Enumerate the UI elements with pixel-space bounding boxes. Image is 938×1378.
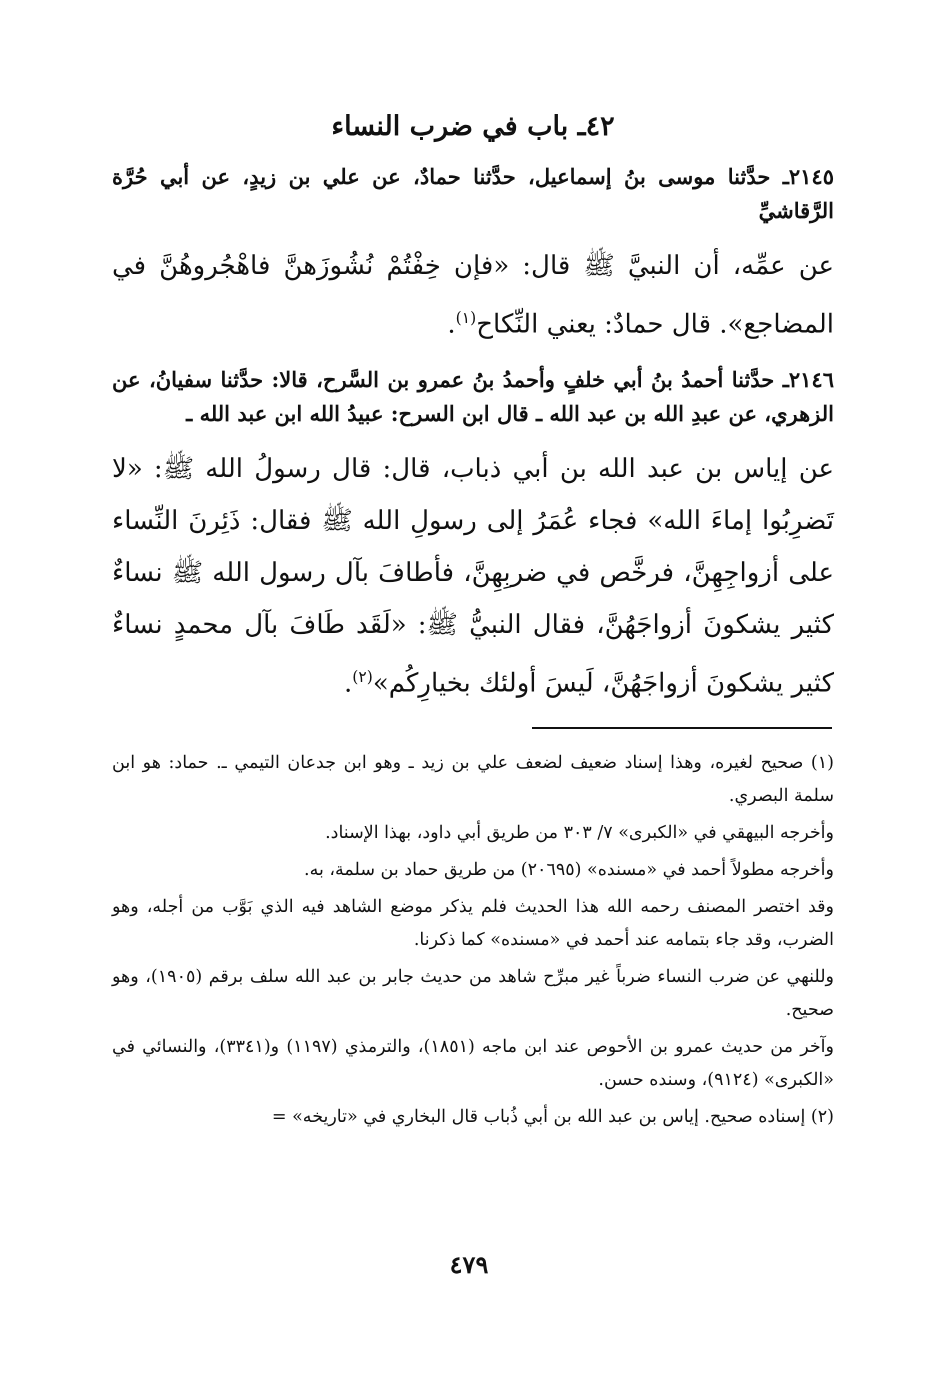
footnote-1-witness-amr: وآخر من حديث عمرو بن الأحوص عند ابن ماجه (١٨٥١)، والترمذي (١١٩٧) و(٣٣٤١)، والنسائي في «الكبرى» (٩١٢٤)، وسنده حسن. (112, 1037, 834, 1091)
hadith-2146-sanad: ٢١٤٦ـ حدَّثنا أحمدُ بنُ أبي خلفٍ وأحمدُ بنُ عمرو بن السَّرح، قالا: حدَّثنا سفيانُ، عن الزهري، عن عبدِ الله بن عبد الله ـ قال ابن السرح: عبيدُ الله ابن عبد الله ـ (112, 366, 834, 426)
hadith-2145-text: عن عمِّه، أن النبيَّ ﷺ قال: «فإن خِفْتُمْ نُشُوزَهنَّ فاهْجُروهُنَّ في المضاجع». قال حمادٌ: يعني النِّكاح (112, 251, 834, 340)
footnotes (112, 747, 834, 1134)
footnote-1-note: وقد اختصر المصنف رحمه الله هذا الحديث فلم يذكر موضع الشاهد فيه الذي بَوَّب من أجله، وهو الضرب، وقد جاء بتمامه عند أحمد في «مسنده» كما ذكرنا. (112, 897, 834, 951)
footnote-separator (112, 727, 834, 729)
hadith-2145-end: . (447, 309, 456, 340)
footnote-1-source-bayhaqi: وأخرجه البيهقي في «الكبرى» ٧/ ٣٠٣ من طريق أبي داود، بهذا الإسناد. (325, 823, 834, 844)
footnote-2: (٢) إسناده صحيح. إياس بن عبد الله بن أبي ذُباب قال البخاري في «تاريخه» = (271, 1107, 834, 1128)
book-page (112, 108, 834, 1138)
hadith-2146-end: . (343, 668, 353, 699)
chapter-title: ٤٢ـ باب في ضرب النساء (331, 111, 615, 142)
footnote-1: (١) صحيح لغيره، وهذا إسناد ضعيف لضعف علي بن زيد ـ وهو ابن جدعان التيمي ـ. حماد: هو ابن سلمة البصري. (112, 753, 834, 807)
page-number: ٤٧٩ (449, 1250, 489, 1279)
footnote-1-source-ahmad: وأخرجه مطولاً أحمد في «مسنده» (٢٠٦٩٥) من طريق حماد بن سلمة، به. (304, 860, 834, 881)
footnote-ref-2: (٢) (352, 667, 373, 686)
hadith-2145-sanad: ٢١٤٥ـ حدَّثنا موسى بنُ إسماعيل، حدَّثنا حمادٌ، عن علي بن زيدٍ، عن أبي حُرَّة الرَّقاشيِّ (112, 164, 834, 223)
hadith-2145-matn (112, 240, 834, 351)
hadith-2146-text: عن إياس بن عبد الله بن أبي ذباب، قال: قال رسولُ الله ﷺ: «لا تَضرِبُوا إماءَ الله» فجاء عُمَرُ إلى رسولِ الله ﷺ فقال: ذَئِرنَ النِّساء على أزواجِهِنَّ، فرخَّص في ضربِهِنَّ، فأطافَ بآل رسول الله ﷺ نساءٌ كثير يشكونَ أزواجَهُنَّ، فقال النبيُّ ﷺ: «لَقَد طَافَ بآل محمدٍ نساءٌ كثير يشكونَ أزواجَهُنَّ، لَيسَ أولئك بخيارِكُم» (112, 453, 834, 699)
footnote-1-witness-jabir: وللنهي عن ضرب النساء ضرباً غير مبرِّح شاهد من حديث جابر بن عبد الله سلف برقم (١٩٠٥)، وهو صحيح. (112, 967, 834, 1021)
footnote-ref-1: (١) (455, 309, 477, 327)
hadith-2146-matn (112, 443, 834, 710)
